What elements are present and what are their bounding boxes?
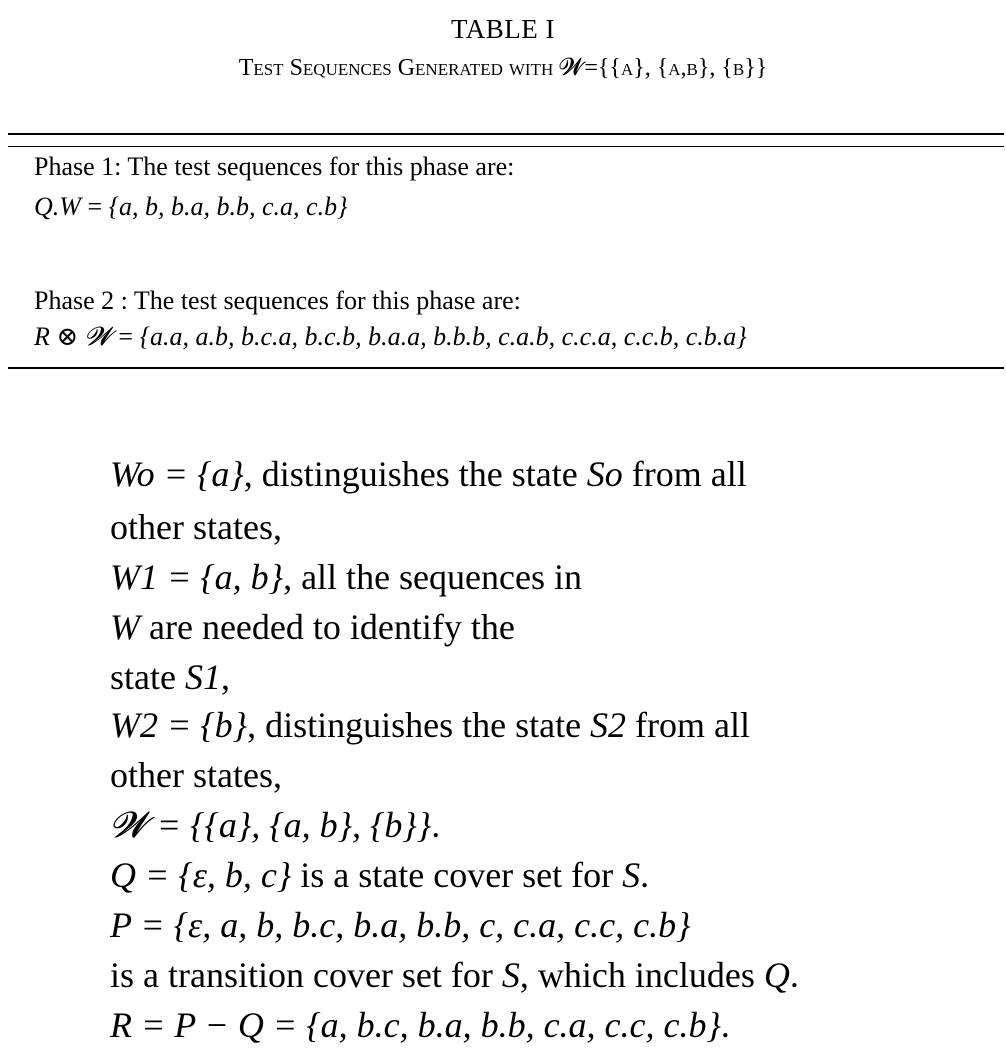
- set-s: S: [501, 955, 520, 995]
- body-line-4: W are needed to identify the: [110, 607, 515, 647]
- eq-w1: W1 = {a, b}: [110, 557, 284, 597]
- eq-wo: Wo = {a}: [110, 454, 244, 494]
- state-so: So: [586, 454, 623, 494]
- phase2-equation: R ⊗ 𝓦 = {a.a, a.b, b.c.a, b.c.b, b.a.a, b.b.b, c.a.b, c.c.a, c.c.b, c.b.a}: [34, 322, 747, 351]
- phase1-equation: Q.W = {a, b, b.a, b.b, c.a, c.b}: [34, 192, 348, 221]
- eq-w2: W2 = {b}: [110, 705, 248, 745]
- set-s: S: [622, 855, 641, 895]
- symbol-w: W: [110, 607, 140, 647]
- body-line-9: Q = {ε, b, c} is a state cover set for S.: [110, 855, 650, 895]
- eq-q: Q = {ε, b, c}: [110, 855, 292, 895]
- state-s2: S2: [590, 705, 627, 745]
- body-line-6: W2 = {b}, distinguishes the state S2 from all: [110, 705, 751, 745]
- table-caption: Test Sequences Generated with 𝓦={{a}, {a,b}, {b}}: [238, 55, 768, 81]
- state-s1: S1: [184, 657, 221, 697]
- phase2-lhs: R ⊗ 𝓦: [34, 322, 112, 351]
- eq-w-set: 𝓦 = {{a}, {a, b}, {b}}: [110, 805, 432, 845]
- phase1-set: {a, b, b.a, b.b, c.a, c.b}: [108, 192, 348, 221]
- table-top-rule: [8, 133, 1004, 135]
- body-line-10: [110, 904, 690, 946]
- body-line-1: Wo = {a}, distinguishes the state So from all: [110, 454, 747, 494]
- table-bottom-rule: [8, 367, 1004, 369]
- phase2-set: {a.a, a.b, b.c.a, b.c.b, b.a.a, b.b.b, c.a.b, c.c.a, c.c.b, c.b.a}: [139, 322, 747, 351]
- eq-p: P = {ε, a, b, b.c, b.a, b.b, c, c.a, c.c, c.b}: [110, 905, 691, 945]
- eq-r: R = P − Q = {a, b.c, b.a, b.b, c.a, c.c, c.b}: [110, 1005, 721, 1045]
- phase1-heading: Phase 1: The test sequences for this phase are:: [34, 152, 515, 181]
- phase2-heading: Phase 2 : The test sequences for this phase are:: [34, 286, 521, 315]
- body-line-3: W1 = {a, b}, all the sequences in: [110, 557, 582, 597]
- phase1-lhs: Q.W: [34, 192, 81, 221]
- set-q: Q: [763, 955, 790, 995]
- body-line-11: is a transition cover set for S, which includes Q.: [110, 955, 799, 995]
- table-label: TABLE I: [450, 14, 556, 44]
- table-header-rule: [8, 146, 1004, 147]
- body-line-5: state S1,: [110, 657, 230, 697]
- body-line-2: other states,: [110, 507, 282, 547]
- body-line-8: 𝓦 = {{a}, {a, b}, {b}}.: [110, 805, 441, 845]
- body-line-7: other states,: [110, 755, 282, 795]
- body-line-12: R = P − Q = {a, b.c, b.a, b.b, c.a, c.c, c.b}.: [110, 1005, 730, 1045]
